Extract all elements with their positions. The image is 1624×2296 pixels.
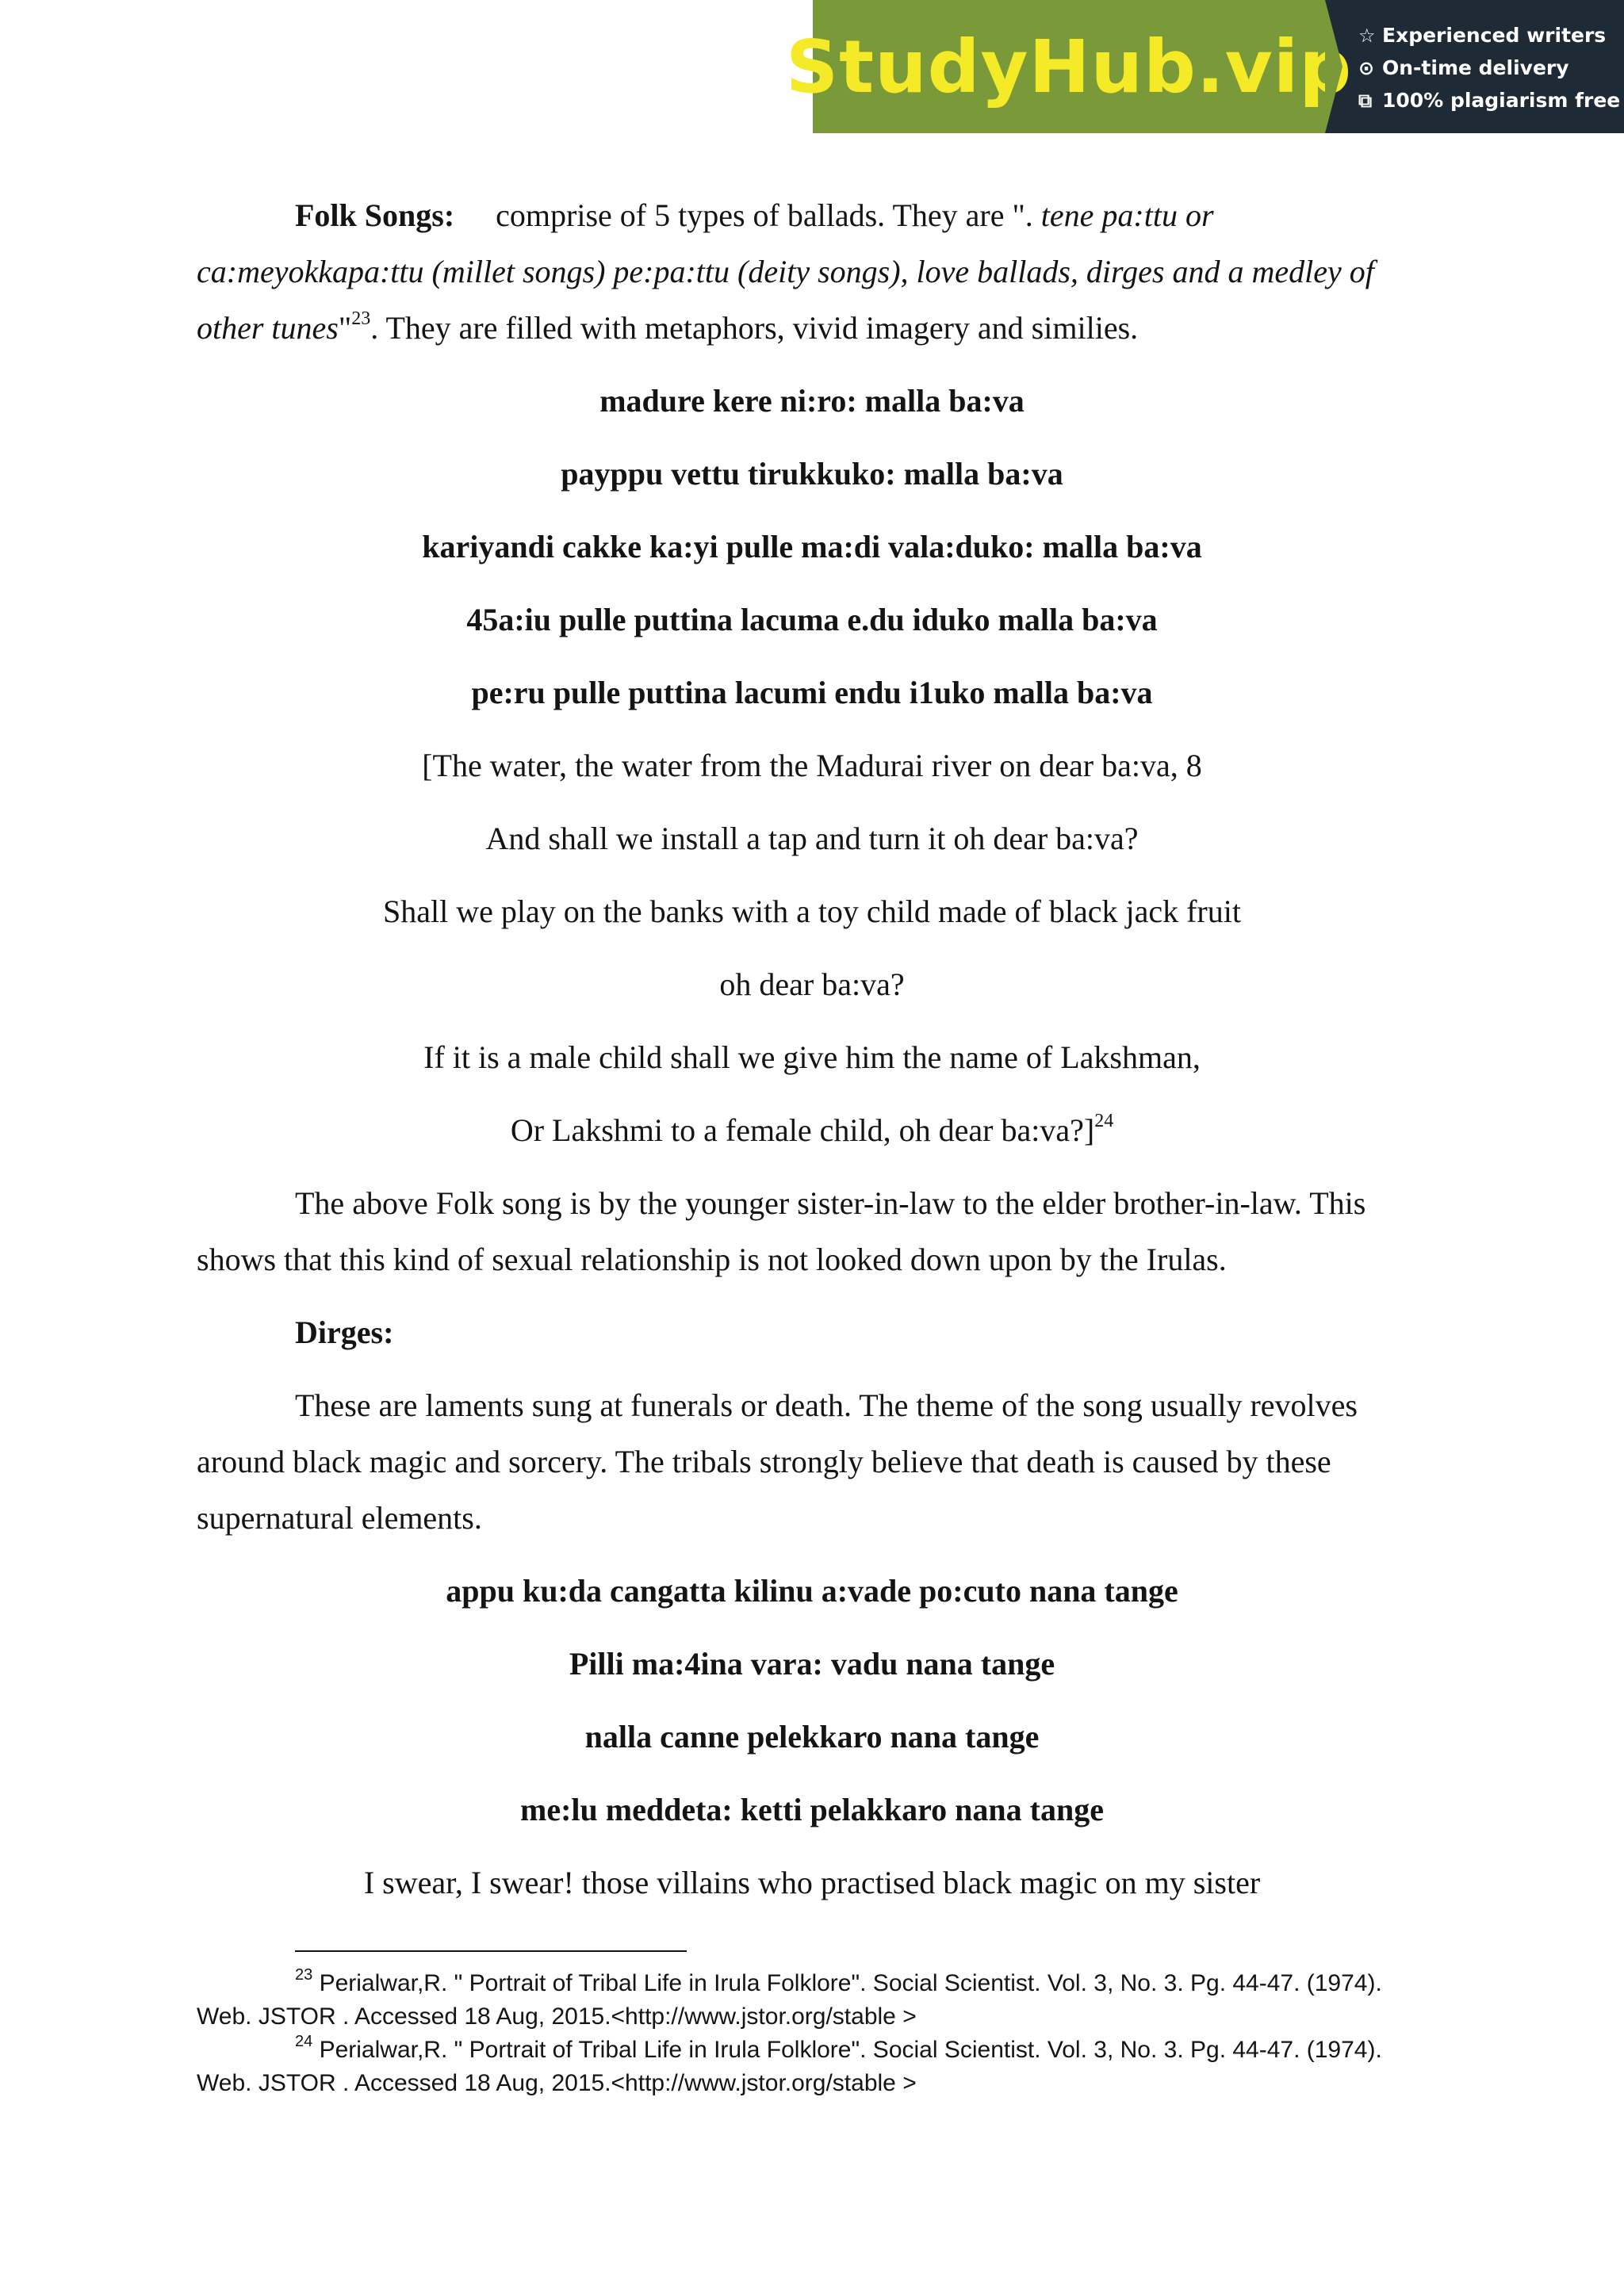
folk-intro: comprise of 5 types of ballads. They are ".	[496, 197, 1041, 233]
footnote-num: 23	[295, 1966, 313, 1984]
para-dirges-line-2: around black magic and sorcery. The tribals strongly believe that death is caused by these	[197, 1444, 1331, 1479]
feature-on-time-delivery	[1358, 52, 1624, 84]
quote-mark: "	[338, 310, 352, 346]
song1-line-4: 45a:iu pulle puttina lacuma e.du iduko malla ba:va	[466, 602, 1158, 637]
folk-songs-paragraph-line-3	[197, 309, 1138, 347]
folk-tail: . They are filled with metaphors, vivid imagery and similies.	[370, 310, 1139, 346]
footnote-divider	[295, 1950, 687, 1952]
translation1-line-5: If it is a male child shall we give him the name of Lakshman,	[423, 1039, 1201, 1075]
footnote-23-line-1	[295, 1966, 1382, 1998]
footnote-num: 24	[295, 2033, 313, 2050]
translation1-line-2: And shall we install a tap and turn it oh dear ba:va?	[485, 821, 1139, 856]
song1-line-2: payppu vettu tirukkuko: malla ba:va	[561, 456, 1063, 492]
footnote-24-line-2[interactable]: Web. JSTOR . Accessed 18 Aug, 2015.<http://www.jstor.org/stable >	[197, 2070, 917, 2096]
copy-icon: ⧉	[1358, 89, 1373, 112]
folk-songs-paragraph-line-1	[295, 197, 1214, 235]
para-dirges-line-1: These are laments sung at funerals or death. The theme of the song usually revolves	[295, 1387, 1358, 1423]
footnote-text: Perialwar,R. " Portrait of Tribal Life in Irula Folklore". Social Scientist. Vol. 3, No. 3. Pg. 44-47. (1974).	[312, 1970, 1382, 1996]
song2-line-2: Pilli ma:4ina vara: vadu nana tange	[569, 1646, 1055, 1682]
song1-line-5: pe:ru pulle puttina lacumi endu i1uko malla ba:va	[471, 675, 1153, 710]
folk-songs-paragraph-line-2	[197, 253, 1374, 291]
feature-label: 100% plagiarism free	[1382, 89, 1621, 112]
star-icon: ☆	[1358, 24, 1376, 47]
translation1-line-6	[197, 1112, 1427, 1150]
feature-plagiarism-free	[1358, 84, 1624, 117]
footnote-text: Perialwar,R. " Portrait of Tribal Life in Irula Folklore". Social Scientist. Vol. 3, No. 3. Pg. 44-47. (1974).	[312, 2037, 1382, 2063]
translation1-line-6-text: Or Lakshmi to a female child, oh dear ba:va?]	[510, 1112, 1095, 1148]
translation1-line-3: Shall we play on the banks with a toy child made of black jack fruit	[383, 894, 1241, 929]
feature-label: Experienced writers	[1382, 24, 1607, 47]
translation1-line-1: [The water, the water from the Madurai river on dear ba:va, 8	[422, 748, 1202, 783]
footnote-ref-24[interactable]: 24	[1094, 1111, 1114, 1131]
feature-label: On-time delivery	[1382, 56, 1569, 79]
folk-italic-2: ca:meyokkapa:ttu (millet songs) pe:pa:ttu (deity songs), love ballads, dirges and a medley of	[197, 254, 1374, 289]
para-folk-line-1: The above Folk song is by the younger sister-in-law to the elder brother-in-law. This	[295, 1185, 1366, 1221]
song1-line-1: madure kere ni:ro: malla ba:va	[599, 383, 1025, 419]
translation2-line-1: I swear, I swear! those villains who practised black magic on my sister	[363, 1865, 1261, 1900]
footnote-24-line-1	[295, 2033, 1382, 2064]
para-folk-line-2: shows that this kind of sexual relationship is not looked down upon by the Irulas.	[197, 1242, 1227, 1277]
features-panel	[1325, 0, 1624, 133]
song2-line-4: me:lu meddeta: ketti pelakkaro nana tange	[520, 1792, 1104, 1827]
clock-icon: ⊙	[1358, 56, 1375, 79]
dirges-heading: Dirges:	[295, 1314, 394, 1350]
studyhub-banner[interactable]	[785, 0, 1624, 133]
folk-italic-3: other tunes	[197, 310, 339, 346]
brand-panel[interactable]	[785, 0, 1353, 133]
song2-line-1: appu ku:da cangatta kilinu a:vade po:cuto nana tange	[446, 1573, 1178, 1609]
footnote-23-line-2[interactable]: Web. JSTOR . Accessed 18 Aug, 2015.<http://www.jstor.org/stable >	[197, 2003, 917, 2030]
song2-line-3: nalla canne pelekkaro nana tange	[584, 1719, 1040, 1755]
footnote-ref-23[interactable]: 23	[351, 308, 371, 329]
folk-italic-1: tene pa:ttu or	[1040, 197, 1214, 233]
para-dirges-line-3: supernatural elements.	[197, 1500, 482, 1536]
folk-songs-heading: Folk Songs:	[295, 197, 455, 233]
song1-line-3: kariyandi cakke ka:yi pulle ma:di vala:duko: malla ba:va	[422, 529, 1202, 564]
translation1-line-4: oh dear ba:va?	[719, 966, 905, 1002]
studyhub-logo[interactable]: StudyHub.vip	[785, 24, 1353, 109]
feature-experienced-writers	[1358, 19, 1624, 52]
